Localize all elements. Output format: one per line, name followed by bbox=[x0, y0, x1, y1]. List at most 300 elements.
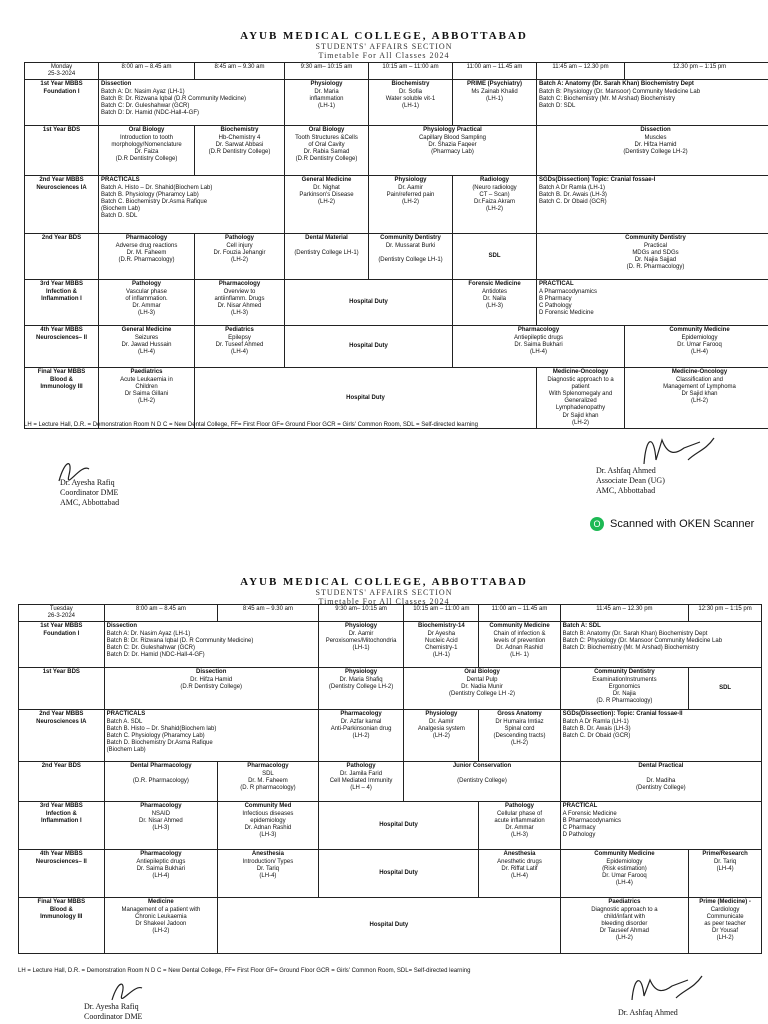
cell-line: Anesthetic drugs bbox=[497, 858, 542, 865]
class-name bbox=[25, 280, 99, 326]
table-row bbox=[25, 234, 768, 280]
cell-line: MDGs and SDGs bbox=[632, 249, 679, 256]
session-cell bbox=[285, 126, 369, 176]
cell-line: Batch A Dr Ramla (LH-1) bbox=[539, 184, 606, 191]
cell-line: (LH-4) bbox=[259, 872, 277, 879]
cell-line: ExaminationInstruments bbox=[592, 676, 657, 683]
cell-line: (D.R Dentistry College) bbox=[208, 148, 271, 155]
cell-line: 4th Year MBBS bbox=[40, 851, 83, 858]
cell-line: 2nd Year MBBS bbox=[39, 711, 84, 718]
cell-line: 1st Year BDS bbox=[42, 127, 81, 134]
cell-line: Immunology III bbox=[40, 383, 83, 390]
cell-line: Dental Pulp bbox=[466, 676, 498, 683]
cell-line: (D.R Dentistry College) bbox=[295, 156, 358, 163]
cell-line: Coordinator DME bbox=[84, 1012, 143, 1021]
session-cell bbox=[479, 710, 560, 762]
cell-line: Peroxisomes/Mitochondria bbox=[325, 637, 397, 644]
session-cell bbox=[404, 668, 560, 710]
signature-mark bbox=[640, 430, 720, 470]
signature-mark bbox=[108, 976, 148, 1004]
cell-line: (LH-3) bbox=[137, 310, 155, 317]
cell-line: Biochemistry-14 bbox=[418, 623, 465, 630]
cell-line: Batch D. Biochemistry Dr.Asma Rafique bbox=[106, 740, 213, 747]
hospital-duty-cell: Hospital Duty bbox=[318, 850, 479, 898]
hospital-duty-cell: Hospital Duty bbox=[195, 368, 537, 429]
cell-line: Batch C: Biochemistry (Mr. M Arshad) Biochemistry bbox=[539, 95, 676, 102]
session-cell bbox=[195, 234, 285, 280]
session-cell bbox=[404, 762, 560, 802]
cell-line: 4th Year MBBS bbox=[40, 327, 83, 334]
header-row bbox=[19, 605, 762, 622]
cell-line: Prime (Medicine) - bbox=[699, 899, 751, 906]
session-cell bbox=[99, 326, 195, 368]
cell-line: Inflammation I bbox=[41, 295, 82, 302]
cell-line: (Dentistry College LH-1) bbox=[378, 256, 443, 263]
cell-line: Overview to bbox=[223, 288, 256, 295]
class-name bbox=[25, 176, 99, 234]
cell-line: (D.R. Pharmacology) bbox=[132, 777, 189, 784]
cell-line: 3rd Year MBBS bbox=[39, 803, 83, 810]
cell-line: Dr. Ayesha Rafiq bbox=[84, 1002, 139, 1011]
header-row bbox=[25, 63, 768, 80]
cell-line: Medicine-Oncology bbox=[671, 369, 728, 376]
cell-line: Batch C: Dr. Guleshahwar (GCR) bbox=[101, 102, 190, 109]
session-cell bbox=[104, 622, 318, 668]
session-cell bbox=[104, 898, 217, 954]
cell-line: Dr. Rabia Samad bbox=[303, 148, 350, 155]
cell-line: Anesthesia bbox=[251, 851, 284, 858]
cell-line: Dental Pharmacology bbox=[130, 763, 192, 770]
session-cell bbox=[689, 850, 762, 898]
cell-line: (LH-4) bbox=[510, 872, 528, 879]
session-cell bbox=[104, 668, 318, 710]
cell-line: (LH-3) bbox=[152, 824, 170, 831]
table-row bbox=[25, 368, 768, 429]
cell-line: bleeding disorder bbox=[601, 920, 648, 927]
cell-line: Dr Ayesha bbox=[427, 630, 456, 637]
cell-line: Dr. Nadia Munir bbox=[461, 683, 503, 690]
table-row bbox=[25, 126, 768, 176]
session-cell bbox=[99, 126, 195, 176]
session-cell bbox=[479, 622, 560, 668]
cell-line: Dissection bbox=[640, 127, 671, 134]
cell-line: Dr. Aamir bbox=[398, 184, 423, 191]
cell-line: Pediatrics bbox=[225, 327, 254, 334]
cell-line: (LH-4) bbox=[137, 348, 155, 355]
session-cell bbox=[99, 368, 195, 429]
cell-line: 1st Year MBBS bbox=[40, 81, 83, 88]
cell-line: Pathology bbox=[504, 803, 534, 810]
cell-line: Batch C: Physiology (Dr. Mansoor Community Medicine Lab bbox=[562, 637, 723, 644]
cell-line: Neurosciences IA bbox=[36, 718, 87, 725]
cell-line: Biochemistry bbox=[220, 127, 259, 134]
cell-line: Dr Shakeel Jadoon bbox=[135, 920, 187, 927]
session-cell bbox=[218, 850, 319, 898]
cell-line: Dr. Nisar Ahmed bbox=[217, 302, 262, 309]
cell-line: Pharmacology bbox=[340, 711, 382, 718]
time-slot: 9:30 am– 10:15 am bbox=[285, 63, 369, 80]
table-row bbox=[19, 710, 762, 762]
session-cell bbox=[369, 234, 453, 280]
time-slot: 11:00 am – 11.45 am bbox=[453, 63, 537, 80]
cell-line: Antiepileptic drugs bbox=[136, 858, 186, 865]
cell-line: (LH-3) bbox=[230, 310, 248, 317]
cell-line: Pharmacology bbox=[517, 327, 560, 334]
cell-line: Final Year MBBS bbox=[37, 899, 86, 906]
cell-line: Dr Saima Gillani bbox=[124, 390, 169, 397]
time-slot: 11:45 am – 12.30 pm bbox=[537, 63, 625, 80]
cell-line: Dr. Sofia bbox=[398, 88, 422, 95]
cell-line: Prime/Research bbox=[702, 851, 748, 858]
cell-line: (Dentistry College) bbox=[457, 777, 507, 784]
cell-line: SGDs(Dissection): Topic: Cranial fossae-II bbox=[562, 711, 683, 718]
cell-line: (LH – 4) bbox=[350, 784, 372, 791]
class-name bbox=[25, 80, 99, 126]
cell-line: Epilepsy bbox=[228, 334, 251, 341]
cell-line: Batch A. Histo – Dr. Shahid(Biochem Lab) bbox=[101, 184, 213, 191]
cell-line: Dr. Naila bbox=[482, 295, 506, 302]
cell-line: Batch D: Biochemistry (Mr. M Arshad) Biochemistry bbox=[562, 644, 699, 651]
cell-line: Dissection bbox=[101, 81, 132, 88]
cell-line: Neurosciences– II bbox=[35, 858, 87, 865]
cell-line: Oral Biology bbox=[464, 669, 500, 676]
cell-line: Batch A: Dr. Nasim Ayaz (LH-1) bbox=[106, 630, 191, 637]
cell-line: D Pathology bbox=[562, 832, 596, 839]
cell-line: inflammation bbox=[309, 95, 344, 102]
cell-line: Dr. Najia Sajjad bbox=[634, 256, 677, 263]
cell-line: of Oral Cavity bbox=[308, 141, 345, 148]
cell-line: (Pharmacy Lab) bbox=[431, 148, 474, 155]
cell-line: Pharmacology bbox=[247, 763, 289, 770]
cell-line: (Neuro radiology bbox=[472, 184, 517, 191]
session-cell bbox=[404, 710, 479, 762]
session-cell bbox=[560, 668, 688, 710]
scanner-watermark: O Scanned with OKEN Scanner bbox=[590, 517, 754, 531]
cell-line: Community Medicine bbox=[669, 327, 730, 334]
session-cell bbox=[479, 850, 560, 898]
session-cell bbox=[99, 80, 285, 126]
cell-line: Communicate bbox=[706, 913, 744, 920]
cell-line: (Dentistry College LH-1) bbox=[294, 249, 359, 256]
table-row bbox=[25, 80, 768, 126]
cell-line: (Dentistry College LH-2) bbox=[328, 683, 394, 690]
cell-line: A Pharmacodynamics bbox=[539, 288, 598, 295]
cell-line: PRACTICALS bbox=[101, 177, 140, 184]
cell-line: (LH-2) bbox=[352, 732, 370, 739]
cell-line: A Forensic Medicine bbox=[562, 810, 617, 817]
cell-line: acute inflammation bbox=[494, 817, 545, 824]
cell-line: Pharmacology bbox=[218, 281, 261, 288]
cell-line: (LH-2) bbox=[716, 935, 734, 942]
cell-line: Pathology bbox=[131, 281, 161, 288]
cell-line: Dr Humaira Imtiaz bbox=[495, 718, 544, 725]
cell-line: Dr. Ayesha Rafiq bbox=[60, 478, 115, 487]
cell-line: Community Dentistry bbox=[380, 235, 441, 242]
cell-line: Cardiology bbox=[710, 906, 740, 913]
cell-line: Dr. M. Faheem bbox=[248, 777, 288, 784]
cell-line: Cell injury bbox=[226, 242, 253, 249]
session-cell bbox=[537, 368, 625, 429]
cell-line: (LH-2) bbox=[137, 398, 155, 405]
cell-line: Foundation I bbox=[43, 88, 80, 95]
cell-line: Neurosciences IA bbox=[36, 184, 87, 191]
class-name bbox=[19, 710, 105, 762]
cell-line: Analgesia system bbox=[417, 725, 465, 732]
cell-line: Foundation I bbox=[43, 630, 80, 637]
cell-line: Dr. Tuseef Ahmed bbox=[215, 341, 264, 348]
cell-line: Water soluble vit-1 bbox=[385, 95, 436, 102]
day-cell: Monday 25-3-2024 bbox=[25, 63, 99, 80]
cell-line: Anti-Parkinsonian drug bbox=[330, 725, 392, 732]
cell-line: (LH-4) bbox=[615, 880, 633, 887]
session-cell bbox=[195, 326, 285, 368]
cell-line: Physiology Practical bbox=[423, 127, 482, 134]
session-cell bbox=[537, 234, 768, 280]
cell-line: (Dentistry College LH-2) bbox=[623, 148, 688, 155]
cell-line: Chemistry-1 bbox=[425, 644, 458, 651]
cell-line: Batch B. Dr. Awais (LH-3) bbox=[562, 725, 631, 732]
cell-line: Parkinson's Disease bbox=[299, 191, 354, 198]
table-row bbox=[25, 176, 768, 234]
sheet-header bbox=[0, 30, 768, 60]
cell-line: Seizures bbox=[134, 334, 159, 341]
table-row bbox=[19, 898, 762, 954]
cell-line: Pharmacology bbox=[125, 235, 168, 242]
session-cell bbox=[479, 802, 560, 850]
cell-line: General Medicine bbox=[301, 177, 352, 184]
cell-line: (LH-2) bbox=[510, 740, 528, 747]
cell-line: SDL bbox=[262, 770, 274, 777]
session-cell bbox=[689, 668, 762, 710]
cell-line: B Pharmacodynamics bbox=[562, 817, 622, 824]
cell-line: Dr. Umar Farooq bbox=[677, 341, 722, 348]
cell-line: NSAID bbox=[151, 810, 171, 817]
cell-line: (LH-3) bbox=[510, 832, 528, 839]
session-cell bbox=[560, 802, 761, 850]
cell-line: (LH- 1) bbox=[510, 652, 529, 659]
session-cell bbox=[318, 668, 404, 710]
cell-line: Dr. Ashfaq Ahmed bbox=[618, 1008, 678, 1017]
cell-line: Batch B. Physiology (Pharamcy Lab) bbox=[101, 191, 199, 198]
cell-line: (D. R Pharmacology) bbox=[596, 698, 653, 705]
cell-line: PRACTICALS bbox=[106, 711, 146, 718]
cell-line: (LH-2) bbox=[615, 935, 633, 942]
cell-line bbox=[107, 771, 215, 778]
cell-line: Community Dentistry bbox=[625, 235, 686, 242]
cell-line: General Medicine bbox=[121, 327, 172, 334]
cell-line: B Pharmacy bbox=[539, 295, 572, 302]
session-cell bbox=[285, 80, 369, 126]
cell-line: Dr. Azfar kamal bbox=[340, 718, 382, 725]
cell-line: 3rd Year MBBS bbox=[40, 281, 83, 288]
cell-line: Physiology bbox=[310, 81, 343, 88]
cell-line: (LH-1) bbox=[352, 644, 370, 651]
cell-line: Dental Material bbox=[305, 235, 348, 242]
cell-line: Ms Zainab Khalid bbox=[471, 88, 518, 95]
cell-line: Physiology bbox=[425, 711, 458, 718]
cell-line: Dr. Sarwat Abbasi bbox=[215, 141, 264, 148]
hospital-duty-cell: Hospital Duty bbox=[218, 898, 561, 954]
cell-line: Dr Sajid khan bbox=[681, 390, 718, 397]
session-cell bbox=[537, 126, 768, 176]
cell-line: Physiology bbox=[345, 669, 378, 676]
cell-line: Introduction/ Types bbox=[242, 858, 294, 865]
cell-line: Dr. M. Faheem bbox=[126, 249, 167, 256]
cell-line: Batch A: SDL bbox=[562, 623, 601, 630]
cell-line bbox=[406, 771, 557, 778]
cell-line: Batch A. SDL bbox=[106, 718, 143, 725]
coordinator-signature bbox=[84, 1002, 142, 1022]
cell-line: Final Year MBBS bbox=[37, 369, 86, 376]
cell-line: Batch B: Dr. Rizwana Iqbal (D. R Community Medicine) bbox=[106, 637, 254, 644]
cell-line: Dissection bbox=[196, 669, 227, 676]
cell-line: (LH-2) bbox=[485, 206, 503, 213]
cell-line: Chain of infection & bbox=[493, 630, 546, 637]
cell-line: Pain/referred pain bbox=[386, 191, 435, 198]
cell-line: Dr. Fouzia Jehangir bbox=[213, 249, 266, 256]
cell-line: With Splenomegaly and bbox=[548, 390, 613, 397]
hospital-duty-cell: Hospital Duty bbox=[285, 326, 453, 368]
cell-line: (Biochem Lab) bbox=[106, 747, 146, 754]
cell-line: Anesthesia bbox=[503, 851, 536, 858]
legend: LH = Lecture Hall, D.R. = Demonstration Room N D C = New Dental College, FF= First Floor GF= Ground Floor GCR = Girls' Common Room, SDL = Self-directed learning bbox=[24, 422, 478, 428]
cell-line: Dr. Saima Bukhari bbox=[514, 341, 563, 348]
dean-signature bbox=[596, 466, 665, 496]
cell-line: Generalized Lymphadenopathy bbox=[555, 398, 606, 412]
cell-line: 2nd Year MBBS bbox=[39, 177, 84, 184]
cell-line: Capillary Blood Sampling bbox=[418, 134, 487, 141]
session-cell bbox=[318, 622, 404, 668]
cell-line: (LH-4) bbox=[716, 865, 734, 872]
session-cell bbox=[453, 280, 537, 326]
cell-line: morphology/Nomenclature bbox=[111, 141, 182, 148]
cell-line: Dr. Saima Bukhari bbox=[136, 865, 186, 872]
cell-line: Dr. Tariq bbox=[713, 858, 737, 865]
cell-line: PRACTICAL bbox=[539, 281, 574, 288]
time-slot: 12.30 pm – 1:15 pm bbox=[625, 63, 768, 80]
cell-line: D Forensic Medicine bbox=[539, 310, 594, 317]
session-cell bbox=[453, 326, 625, 368]
cell-line bbox=[371, 250, 450, 257]
table-row bbox=[19, 762, 762, 802]
cell-line: (LH-1) bbox=[401, 102, 419, 109]
class-name bbox=[25, 126, 99, 176]
session-cell bbox=[453, 234, 537, 280]
cell-line: antiinflamm. Drugs bbox=[214, 295, 265, 302]
cell-line: Management of Lymphoma bbox=[663, 383, 736, 390]
day-cell: Tuesday 26-3-2024 bbox=[19, 605, 105, 622]
cell-line: Dr. Shazia Faqeer bbox=[428, 141, 477, 148]
cell-line: PRACTICAL bbox=[562, 803, 598, 810]
cell-line: Pathology bbox=[346, 763, 376, 770]
cell-line: Batch A: Anatomy (Dr. Sarah Khan) Biochemistry Dept bbox=[539, 81, 694, 88]
cell-line: (Risk estimation) bbox=[602, 865, 647, 872]
session-cell bbox=[104, 802, 217, 850]
cell-line: Practical bbox=[643, 242, 667, 249]
cell-line: Cellular phase of bbox=[496, 810, 542, 817]
cell-line: Blood & bbox=[50, 376, 73, 383]
cell-line: Paediatrics bbox=[130, 369, 163, 376]
time-slot: 11:00 am – 11.45 am bbox=[479, 605, 560, 622]
cell-line: Dr. Adnan Rashid bbox=[496, 644, 543, 651]
cell-line: Batch D: Dr. Hamid (NDC-Hall-4-GF) bbox=[106, 652, 205, 659]
cell-line: Dr.Faiza Akram bbox=[473, 198, 515, 205]
cell-line: Batch A: Dr. Nasim Ayaz (LH-1) bbox=[101, 88, 185, 95]
class-name bbox=[19, 802, 105, 850]
cell-line: (LH-4) bbox=[230, 348, 248, 355]
cell-line: Dr Tauseef Ahmad bbox=[599, 928, 650, 935]
table-row bbox=[19, 622, 762, 668]
cell-line: Batch B. Dr. Awais (LH-3) bbox=[539, 191, 607, 198]
time-slot: 12:30 pm – 1:15 pm bbox=[689, 605, 762, 622]
session-cell bbox=[560, 762, 761, 802]
college-name: AYUB MEDICAL COLLEGE, ABBOTTABAD bbox=[240, 576, 528, 588]
session-cell bbox=[195, 126, 285, 176]
cell-line: Epidemiology bbox=[606, 858, 643, 865]
section-name: STUDENTS' AFFAIRS SECTION bbox=[315, 42, 453, 51]
cell-line: Vascular phase bbox=[126, 288, 167, 295]
cell-line: (Dentistry College LH -2) bbox=[449, 690, 516, 697]
cell-line: Diagnostic approach to a bbox=[591, 906, 658, 913]
class-name bbox=[25, 234, 99, 280]
cell-line: Introduction to tooth bbox=[119, 134, 174, 141]
cell-line: Gross Anatomy bbox=[497, 711, 542, 718]
cell-line: Ergonomics bbox=[608, 683, 641, 690]
cell-line: PRIME (Psychiatry) bbox=[466, 81, 523, 88]
cell-line: (LH-2) bbox=[690, 398, 708, 405]
cell-line: C Pathology bbox=[539, 302, 572, 309]
class-name bbox=[19, 762, 105, 802]
cell-line: Batch C. Biochemistry Dr.Asma Rafique bbox=[101, 198, 208, 205]
timetable-subtitle: Timetable For All Classes 2024 bbox=[318, 51, 450, 60]
cell-line: Dr. Maria Shafiq bbox=[339, 676, 383, 683]
cell-line: (LH-2) bbox=[571, 419, 589, 426]
cell-line: as peer teacher bbox=[704, 920, 746, 927]
cell-line: Dr. Maria bbox=[314, 88, 339, 95]
legend: LH = Lecture Hall, D.R. = Demonstration Room N D C = New Dental College, FF= First Floor GF= Ground Floor GCR = Girls' Common Room, SDL= Self-directed learning bbox=[18, 968, 471, 974]
cell-line: (LH-2) bbox=[230, 256, 248, 263]
cell-line: (D.R Dentistry College) bbox=[180, 683, 243, 690]
cell-line: (LH-2) bbox=[317, 198, 335, 205]
cell-line: Dr. Hifza Hamid bbox=[634, 141, 677, 148]
session-cell bbox=[218, 802, 319, 850]
cell-line: Dr. Hifza Hamid bbox=[190, 676, 233, 683]
cell-line: Dr. Ammar bbox=[132, 302, 161, 309]
cell-line: (LH-4) bbox=[690, 348, 708, 355]
cell-line: Dr. Ashfaq Ahmed bbox=[596, 466, 656, 475]
session-cell bbox=[560, 850, 688, 898]
table-row bbox=[25, 280, 768, 326]
cell-line: Oral Biology bbox=[128, 127, 165, 134]
cell-line: Immunology III bbox=[40, 913, 83, 920]
cell-line: (LH-2) bbox=[152, 928, 170, 935]
cell-line: Dr. Aamir bbox=[429, 718, 454, 725]
time-slot: 11:45 am – 12.30 pm bbox=[560, 605, 688, 622]
cell-line: Dr. Mussarat Burki bbox=[385, 242, 436, 249]
cell-line: Coordinator DME bbox=[60, 488, 119, 497]
time-slot: 8:45 am – 9.30 am bbox=[195, 63, 285, 80]
cell-line: Dr. Jamila Farid bbox=[340, 770, 383, 777]
cell-line: (D.R Dentistry College) bbox=[115, 156, 178, 163]
session-cell bbox=[99, 234, 195, 280]
scanner-logo-icon: O bbox=[590, 517, 604, 531]
cell-line: Epidemiology bbox=[681, 334, 718, 341]
cell-line: Infectious diseases bbox=[242, 810, 294, 817]
cell-line: SDL bbox=[488, 253, 501, 260]
time-slot: 9:30 am– 10:15 am bbox=[318, 605, 404, 622]
cell-line: (D. R pharmacology) bbox=[240, 784, 296, 791]
session-cell bbox=[560, 710, 761, 762]
